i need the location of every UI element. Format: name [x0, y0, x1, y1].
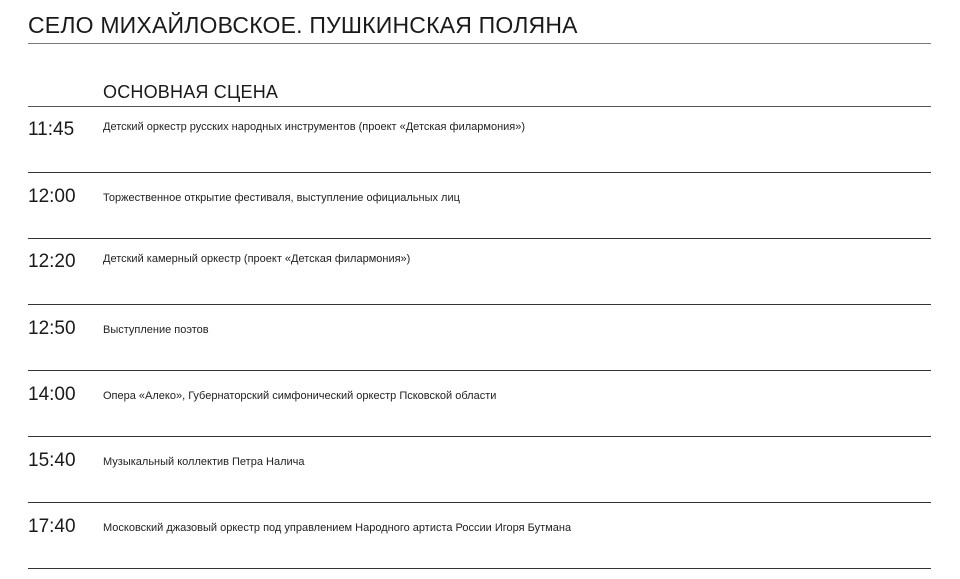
schedule-event: Опера «Алеко», Губернаторский симфонический оркестр Псковской области	[103, 390, 497, 402]
schedule-event: Московский джазовый оркестр под управлением Народного артиста России Игоря Бутмана	[103, 522, 572, 534]
schedule-time: 12:50	[28, 318, 76, 339]
schedule-event: Торжественное открытие фестиваля, выступление официальных лиц	[103, 192, 460, 204]
location-title: СЕЛО МИХАЙЛОВСКОЕ. ПУШКИНСКАЯ ПОЛЯНА	[28, 12, 578, 38]
schedule-event: Музыкальный коллектив Петра Налича	[103, 456, 305, 468]
schedule-time: 12:00	[28, 186, 76, 207]
schedule-row	[28, 305, 931, 371]
schedule-event: Выступление поэтов	[103, 324, 209, 336]
schedule-row	[28, 107, 931, 173]
schedule-time: 14:00	[28, 384, 76, 405]
schedule-row	[28, 173, 931, 239]
schedule-row	[28, 239, 931, 305]
title-divider	[28, 43, 931, 44]
schedule-row	[28, 503, 931, 569]
stage-title: ОСНОВНАЯ СЦЕНА	[103, 82, 279, 102]
schedule-time: 17:40	[28, 516, 76, 537]
schedule-row	[28, 437, 931, 503]
schedule-event: Детский оркестр русских народных инструментов (проект «Детская филармония»)	[103, 121, 526, 133]
schedule-time: 15:40	[28, 450, 76, 471]
schedule-row	[28, 371, 931, 437]
schedule-time: 11:45	[28, 119, 75, 140]
schedule-time: 12:20	[28, 251, 76, 272]
schedule-event: Детский камерный оркестр (проект «Детская филармония»)	[103, 253, 411, 265]
schedule-list	[28, 107, 931, 569]
